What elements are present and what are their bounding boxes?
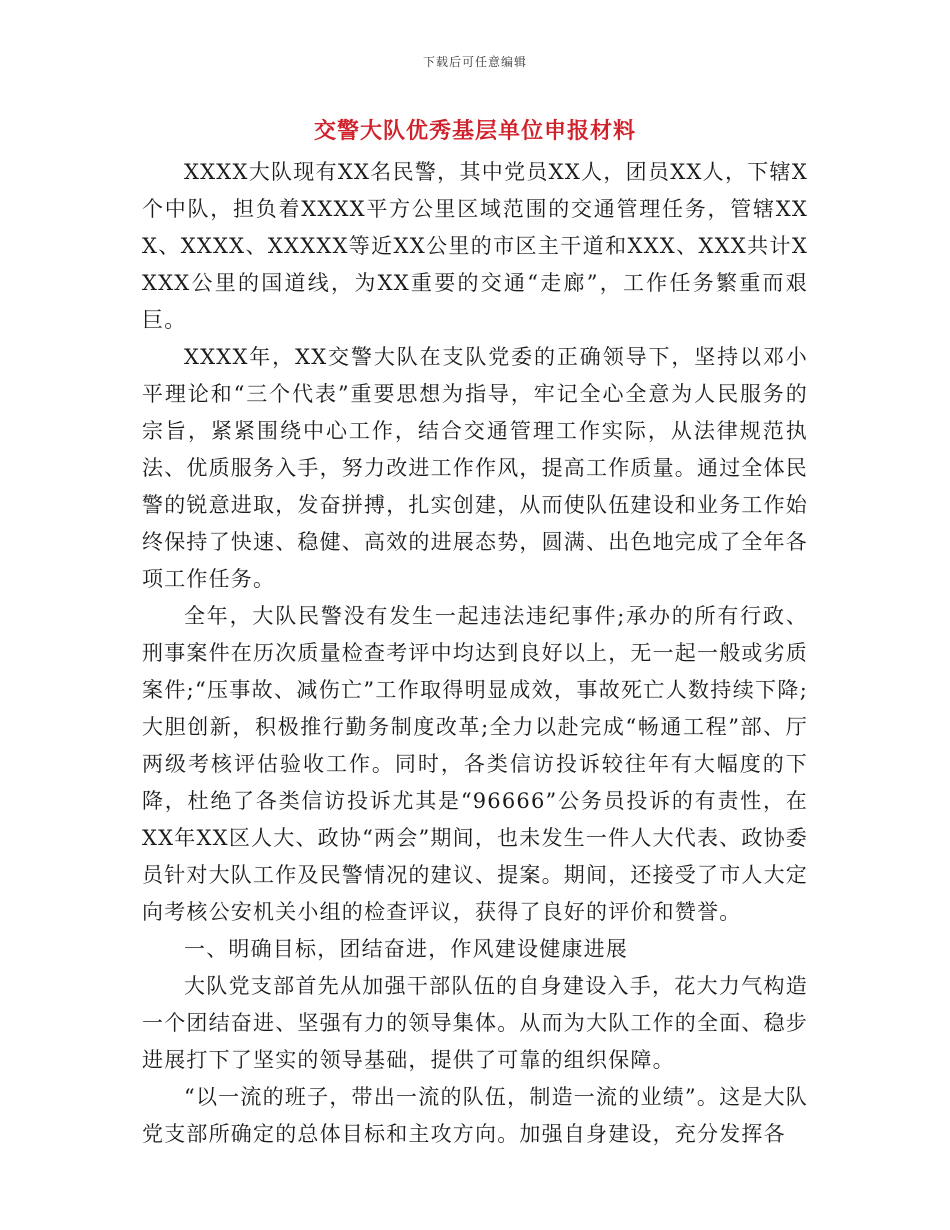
document-body — [142, 154, 808, 1153]
paragraph-goal: “以一流的班子，带出一流的队伍，制造一流的业绩”。这是大队党支部所确定的总体目标和主攻方向。加强自身建设，充分发挥各 — [142, 1085, 808, 1146]
header-note: 下载后可任意编辑 — [422, 55, 527, 69]
paragraph-overview: XXXX年，XX交警大队在支队党委的正确领导下，坚持以邓小平理论和“三个代表”重要思想为指导，牢记全心全意为人民服务的宗旨，紧紧围绕中心工作，结合交通管理工作实际，从法律规范执法、优质服务入手，努力改进工作作风，提高工作质量。通过全体民警的锐意进取，发奋拼搏，扎实创建，从而使队伍建设和业务工作始终保持了快速、稳健、高效的进展态势，圆满、出色地完成了全年各项工作任务。 — [142, 345, 808, 591]
paragraph-leadership: 大队党支部首先从加强干部队伍的自身建设入手，花大力气构造一个团结奋进、坚强有力的领导集体。从而为大队工作的全面、稳步进展打下了坚实的领导基础，提供了可靠的组织保障。 — [142, 974, 808, 1072]
paragraph-achievements: 全年，大队民警没有发生一起违法违纪事件;承办的所有行政、刑事案件在历次质量检查考评中均达到良好以上，无一起一般或劣质案件;“压事故、减伤亡”工作取得明显成效，事故死亡人数持续下降;大胆创新，积极推行勤务制度改革;全力以赴完成“畅通工程”部、厅两级考核评估验收工作。同时，各类信访投诉较往年有大幅度的下降，杜绝了各类信访投诉尤其是“96666”公务员投诉的有责性，在XX年XX区人大、政协“两会”期间，也未发生一件人大代表、政协委员针对大队工作及民警情况的建议、提案。期间，还接受了市人大定向考核公安机关小组的检查评议，获得了良好的评价和赞誉。 — [142, 604, 808, 924]
paragraph-intro: XXXX大队现有XX名民警，其中党员XX人，团员XX人，下辖X个中队，担负着XXXX平方公里区域范围的交通管理任务，管辖XXX、XXXX、XXXXX等近XX公里的市区主干道和XXX、XXX共计XXXX公里的国道线，为XX重要的交通“走廊”，工作任务繁重而艰巨。 — [142, 160, 808, 332]
section-heading-1: 一、明确目标，团结奋进，作风建设健康进展 — [184, 937, 628, 961]
document-title: 交警大队优秀基层单位申报材料 — [313, 118, 636, 144]
